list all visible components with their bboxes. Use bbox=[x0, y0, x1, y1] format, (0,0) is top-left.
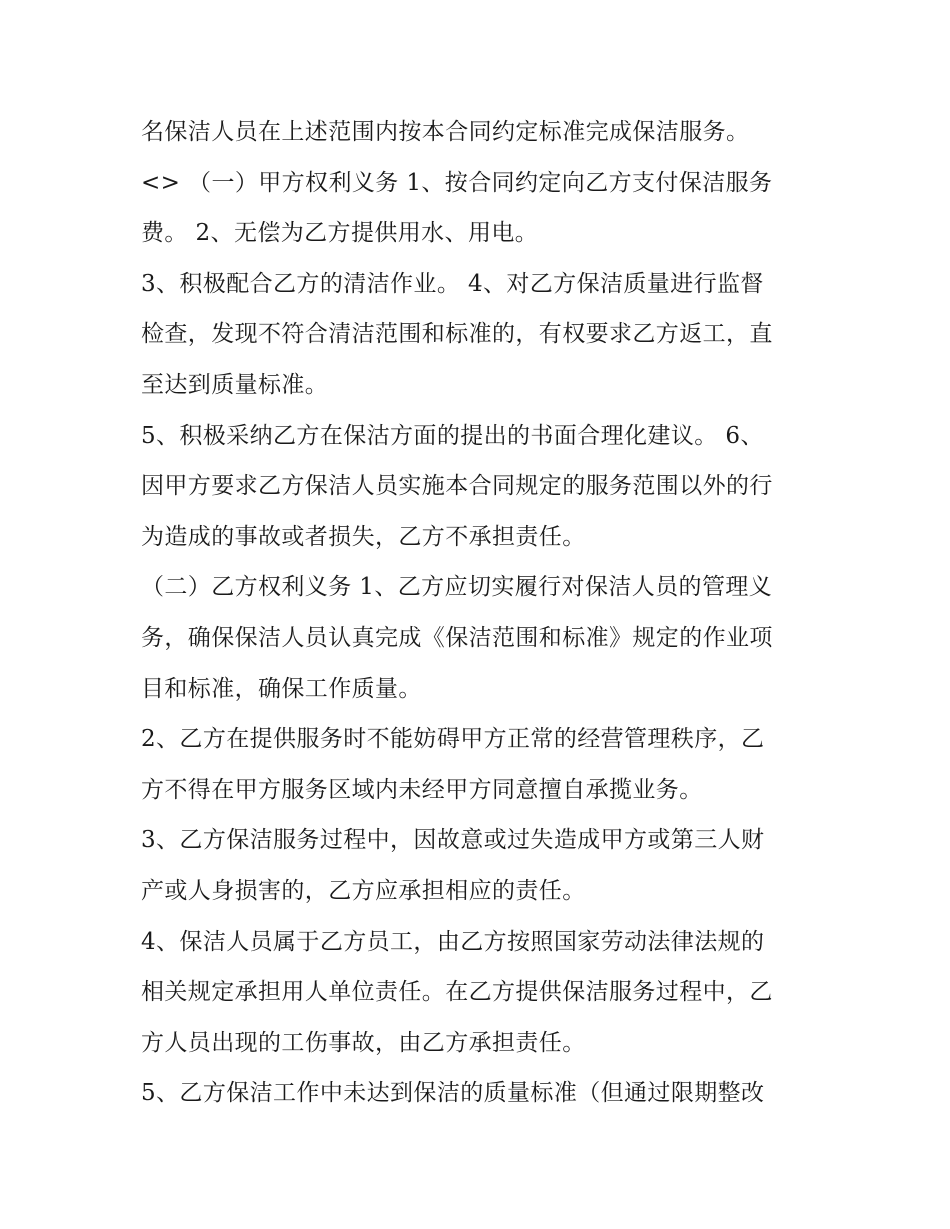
text-line-15: 3、乙方保洁服务过程中，因故意或过失造成甲方或第三人财 bbox=[141, 827, 765, 854]
text-line-9: 为造成的事故或者损失，乙方不承担责任。 bbox=[141, 523, 586, 550]
text-line-8: 因甲方要求乙方保洁人员实施本合同规定的服务范围以外的行 bbox=[141, 473, 773, 500]
text-line-10: （二）乙方权利义务 1、乙方应切实履行对保洁人员的管理义 bbox=[141, 574, 773, 601]
text-line-4: 3、积极配合乙方的清洁作业。 4、对乙方保洁质量进行监督 bbox=[141, 270, 764, 297]
text-line-16: 产或人身损害的，乙方应承担相应的责任。 bbox=[141, 877, 586, 904]
text-line-5: 检查，发现不符合清洁范围和标准的，有权要求乙方返工，直 bbox=[141, 321, 773, 348]
text-line-7: 5、积极采纳乙方在保沽方面的提出的书面合理化建议。 6、 bbox=[141, 422, 764, 449]
text-line-3: 费。 2、无偿为乙方提供用水、用电。 bbox=[141, 220, 539, 247]
text-line-20: 5、乙方保洁工作中未达到保洁的质量标准（但通过限期整改 bbox=[141, 1080, 765, 1107]
text-line-2: <> （一）甲方权利义务 1、按合同约定向乙方支付保洁服务 bbox=[141, 169, 773, 196]
text-line-11: 务，确保保洁人员认真完成《保洁范围和标准》规定的作业项 bbox=[141, 624, 773, 651]
text-line-6: 至达到质量标准。 bbox=[141, 371, 329, 398]
text-line-19: 方人员出现的工伤事故，由乙方承担责任。 bbox=[141, 1029, 586, 1056]
text-line-17: 4、保洁人员属于乙方员工，由乙方按照国家劳动法律法规的 bbox=[141, 928, 765, 955]
contract-text bbox=[141, 107, 821, 1119]
text-line-14: 方不得在甲方服务区域内未经甲方同意擅自承揽业务。 bbox=[141, 776, 703, 803]
text-line-18: 相关规定承担用人单位责任。在乙方提供保洁服务过程中，乙 bbox=[141, 979, 773, 1006]
text-line-13: 2、乙方在提供服务时不能妨碍甲方正常的经营管理秩序，乙 bbox=[141, 726, 765, 753]
text-line-1: 名保洁人员在上述范围内按本合同约定标准完成保洁服务。 bbox=[141, 119, 750, 145]
text-line-12: 目和标准，确保工作质量。 bbox=[141, 675, 422, 702]
